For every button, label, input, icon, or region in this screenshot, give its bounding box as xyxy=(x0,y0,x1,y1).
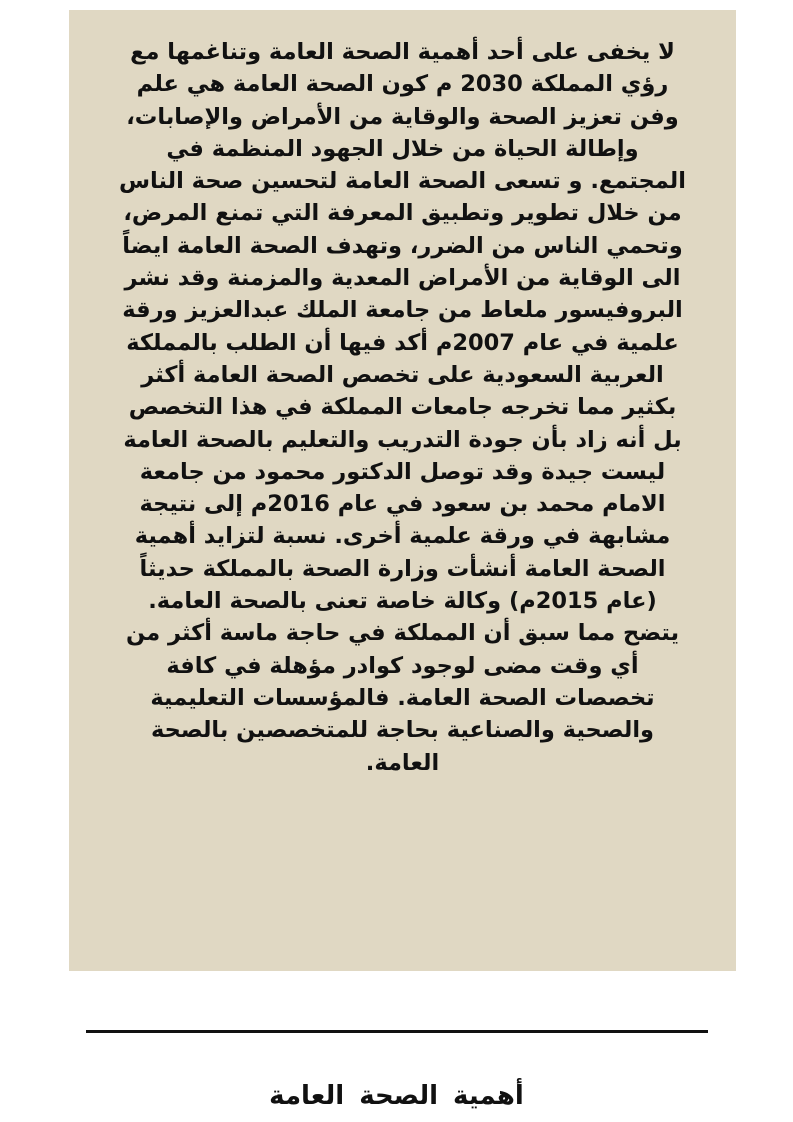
text-panel xyxy=(69,10,736,971)
page-title: أهمية الصحة العامة xyxy=(269,1081,524,1111)
body-text xyxy=(119,36,686,779)
divider-line xyxy=(86,1030,708,1033)
body-paragraph-1: لا يخفى على أحد أهمية الصحة العامة وتناغمها مع رؤي المملكة 2030 م كون الصحة العامة هي علم وفن تعزيز الصحة والوقاية من الأمراض والإصابات، وإطالة الحياة من خلال الجهود المنظمة في المجتمع. و تسعى الصحة العامة لتحسين صحة الناس من خلال تطوير وتطبيق المعرفة التي تمنع المرض، وتحمي الناس من الضرر، وتهدف الصحة العامة ايضاً الى الوقاية من الأمراض المعدية والمزمنة وقد نشر البروفيسور ملعاط من جامعة الملك عبدالعزيز ورقة علمية في عام 2007م أكد فيها أن الطلب بالمملكة العربية السعودية على تخصص الصحة العامة أكثر بكثير مما تخرجه جامعات المملكة في هذا التخصص بل أنه زاد بأن جودة التدريب والتعليم بالصحة العامة ليست جيدة وقد توصل الدكتور محمود من جامعة الامام محمد بن سعود في عام 2016م إلى نتيجة مشابهة في ورقة علمية أخرى. نسبة لتزايد أهمية الصحة العامة أنشأت وزارة الصحة بالمملكة حديثاً (عام 2015م) وكالة خاصة تعنى بالصحة العامة. xyxy=(119,39,686,615)
body-paragraph-2: يتضح مما سبق أن المملكة في حاجة ماسة أكثر من أي وقت مضى لوجود كوادر مؤهلة في كافة تخصصات الصحة العامة. فالمؤسسات التعليمية والصحية والصناعية بحاجة للمتخصصين بالصحة العامة. xyxy=(125,620,680,776)
